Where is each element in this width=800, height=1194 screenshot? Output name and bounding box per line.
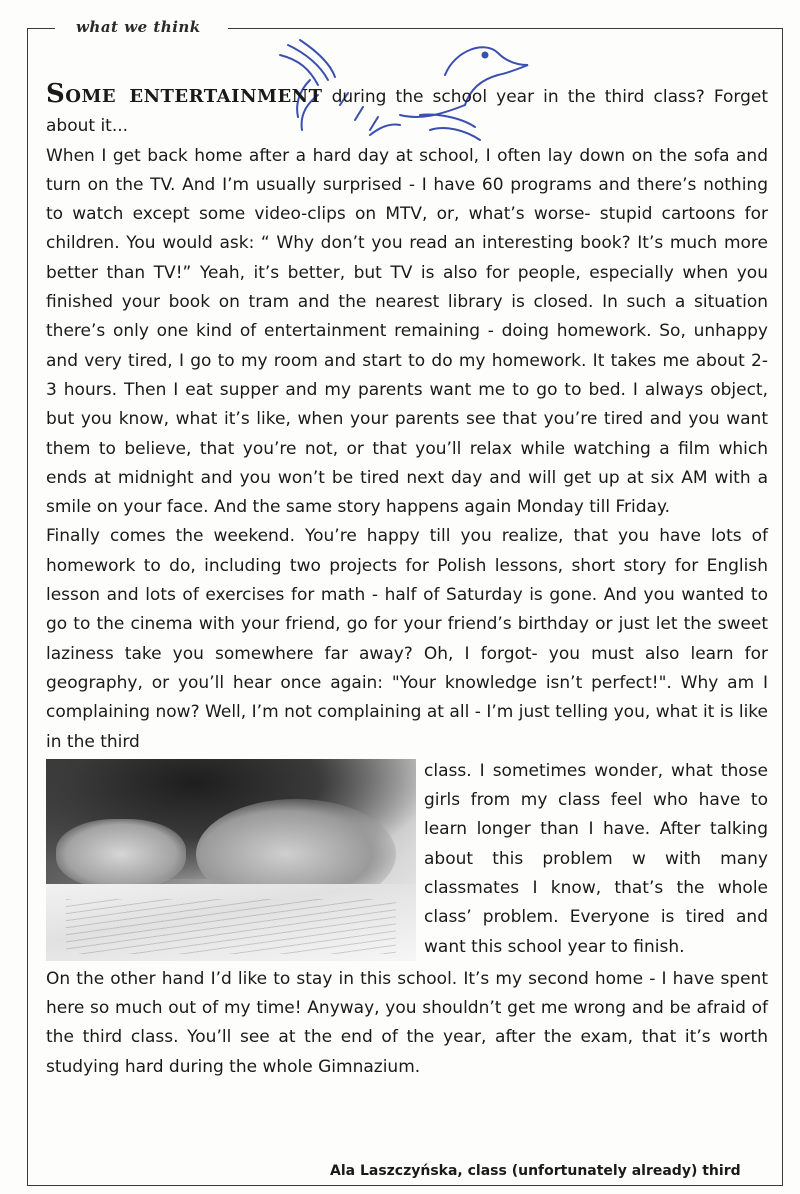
article-lead: during the school year in the third class? Forget about it... [46, 87, 768, 137]
article-lead-paragraph [46, 80, 768, 142]
paragraph-3: class. I sometimes wonder, what those girls from my class feel who have to learn longer than I have. After talking about this problem w with many classmates I know, that’s the whole class’ problem. Everyone is tired and want this school year to finish. [424, 760, 768, 957]
section-label: what we think [76, 18, 201, 36]
frame-top-left [27, 28, 55, 29]
paragraph-2: Finally comes the weekend. You’re happy till you realize, that you have lots of homework to do, including two projects for Polish lessons, short story for English lesson and lots of exercises for math - half of Saturday is gone. And you wanted to go to the cinema with your friend, go for your friend’s birthday or just let the sweet laziness take you somewhere far away? Oh, I forgot- you must also learn for geography, or you’ll hear once again: "Your knowledge isn’t perfect!". Why am I complaining now? Well, I’m not complaining at all - I’m just telling you, what it is like in the third [46, 526, 768, 752]
author-signature: Ala Laszczyńska, class (unfortunately already) third [330, 1163, 741, 1179]
sleeping-student-photo [46, 759, 416, 961]
article-body [46, 80, 768, 1082]
article-headline: Some entertainment [46, 79, 323, 109]
paragraph-4: On the other hand I’d like to stay in this school. It’s my second home - I have spent here so much out of my time! Anyway, you shouldn’t get me wrong and be afraid of the third class. You’ll see at the end of the year, after the exam, that it’s worth studying hard during the whole Gimnazium. [46, 968, 768, 1077]
photo-hand [56, 819, 186, 889]
photo-paper-lines [66, 899, 396, 954]
paragraph-1: When I get back home after a hard day at school, I often lay down on the sofa and turn on the TV. And I’m usually surprised - I have 60 programs and there’s nothing to watch except some video-clips on MTV, or, what’s worse- stupid cartoons for children. You would ask: “ Why don’t you read an interesting book? It’s much more better than TV!” Yeah, it’s better, but TV is also for people, especially when you finished your book on tram and the nearest library is closed. In such a situation there’s only one kind of entertainment remaining - doing homework. So, unhappy and very tired, I go to my room and start to do my homework. It takes me about 2- 3 hours. Then I eat supper and my parents want me to go to bed. I always object, but you know, what it’s like, when your parents see that you’re tired and you want them to believe, that you’re not, or that you’ll relax while watching a film which ends at midnight and you won’t be tired next day and will get up at six AM with a smile on your face. And the same story happens again Monday till Friday. [46, 145, 768, 518]
frame-top-right [228, 28, 783, 29]
